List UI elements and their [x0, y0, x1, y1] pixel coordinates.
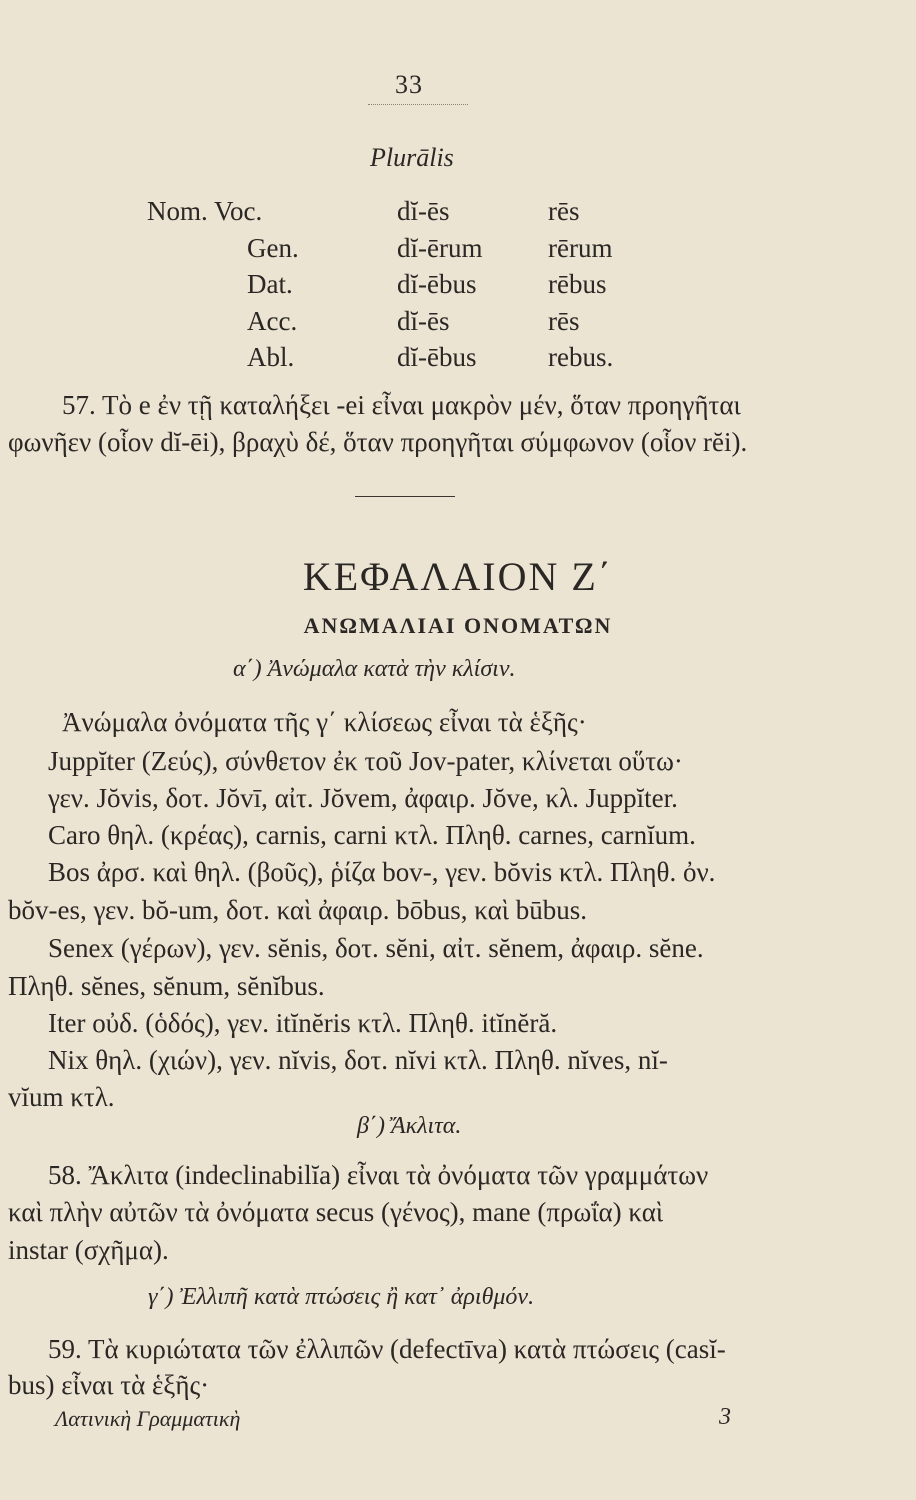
text-line: Senex (γέρων), γεν. sĕnis, δοτ. sĕni, αἰτ. sĕnem, ἀφαιρ. sĕne.: [48, 933, 704, 963]
text-line: καὶ πλὴν αὐτῶν τὰ ὀνόματα secus (γένος), mane (πρωΐα) καὶ: [8, 1197, 664, 1227]
table-form: dĭ-ēs: [397, 196, 450, 226]
section-heading-b: β΄) Ἄκλιτα.: [357, 1113, 462, 1139]
text-line: Juppĭter (Ζεύς), σύνθετον ἐκ τοῦ Jov-pater, κλίνεται οὕτω·: [48, 746, 683, 776]
table-form: rērum: [548, 233, 613, 263]
section-heading-c: γ΄) Ἐλλιπῆ κατὰ πτώσεις ἢ κατ᾿ ἀριθμόν.: [148, 1284, 535, 1310]
table-case: Nom. Voc.: [147, 196, 263, 226]
table-form: rebus.: [548, 342, 614, 372]
text-line: bŏv-es, γεν. bŏ-um, δοτ. καὶ ἀφαιρ. bōbus, καὶ būbus.: [8, 895, 587, 925]
table-form: dĭ-ērum: [397, 233, 483, 263]
table-form: dĭ-ēbus: [397, 269, 477, 299]
table-form: dĭ-ēbus: [397, 342, 477, 372]
section-heading-a: α΄) Ἀνώμαλα κατὰ τὴν κλίσιν.: [233, 656, 516, 682]
text-line: Caro θηλ. (κρέας), carnis, carni κτλ. Πληθ. carnes, carnĭum.: [48, 820, 696, 850]
table-form: rēbus: [548, 269, 607, 299]
table-form: rēs: [548, 196, 580, 226]
chapter-subtitle: ΑΝΩΜΑΛΙΑΙ ΟΝΟΜΑΤΩΝ: [303, 613, 613, 638]
table-case: Abl.: [247, 342, 295, 372]
section-divider: [355, 496, 455, 497]
footer-signature-mark: 3: [719, 1404, 731, 1430]
paragraph-57-line: φωνῆεν (οἷον dĭ-ēi), βραχὺ δέ, ὅταν προηγῆται σύμφωνον (οἷον rĕi).: [8, 427, 748, 457]
chapter-title: ΚΕΦΑΛΑΙΟΝ Ζ΄: [302, 554, 614, 599]
text-line: Bos ἀρσ. καὶ θηλ. (βοῦς), ῥίζα bov-, γεν. bŏvis κτλ. Πληθ. ὀν.: [48, 857, 716, 887]
table-form: rēs: [548, 306, 580, 336]
text-line: vĭum κτλ.: [8, 1082, 115, 1112]
text-line: γεν. Jŏvis, δοτ. Jŏvī, αἰτ. Jŏvem, ἀφαιρ. Jŏve, κλ. Juppĭter.: [48, 783, 678, 813]
table-case: Acc.: [247, 306, 298, 336]
table-form: dĭ-ēs: [397, 306, 450, 336]
text-line: Ἀνώμαλα ὀνόματα τῆς γ΄ κλίσεως εἶναι τὰ ἑξῆς·: [62, 707, 587, 737]
paragraph-57-line: 57. Τὸ e ἐν τῇ καταλήξει -ei εἶναι μακρὸν μέν, ὅταν προηγῆται: [62, 390, 741, 420]
page-number: 33: [395, 70, 423, 99]
text-line: 59. Τὰ κυριώτατα τῶν ἐλλιπῶν (defectīva) κατὰ πτώσεις (casĭ-: [48, 1334, 726, 1364]
page-number-rule: [368, 104, 468, 105]
footer-book-title: Λατινικὴ Γραμματικὴ: [55, 1406, 241, 1431]
table-case: Gen.: [247, 233, 299, 263]
text-line: Πληθ. sĕnes, sĕnum, sĕnĭbus.: [8, 971, 325, 1001]
text-line: Nix θηλ. (χιών), γεν. nĭvis, δοτ. nĭvi κτλ. Πληθ. nĭves, nĭ-: [48, 1045, 668, 1075]
text-line: instar (σχῆμα).: [8, 1235, 169, 1265]
plural-heading: Plurālis: [370, 143, 454, 172]
text-line: 58. Ἄκλιτα (indeclinabilĭa) εἶναι τὰ ὀνόματα τῶν γραμμάτων: [48, 1160, 709, 1190]
table-case: Dat.: [247, 269, 293, 299]
text-line: bus) εἶναι τὰ ἑξῆς·: [8, 1370, 210, 1400]
text-line: Iter οὐδ. (ὁδός), γεν. itĭnĕris κτλ. Πληθ. itĭnĕră.: [48, 1008, 558, 1038]
